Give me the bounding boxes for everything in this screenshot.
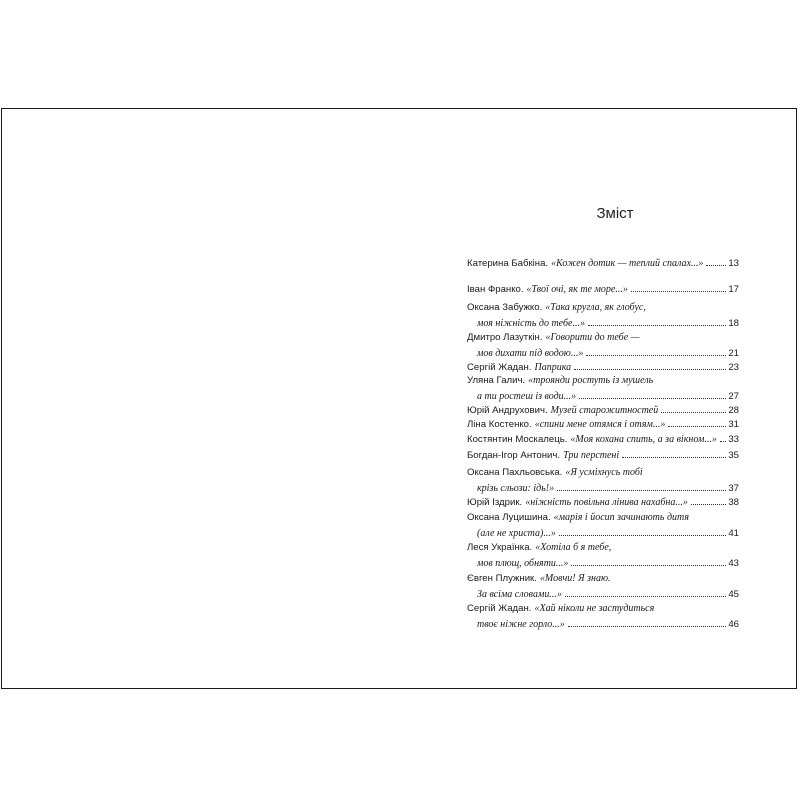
toc-poem-title: «Говорити до тебе — [545,332,640,343]
toc-poem-title: твоє ніжне горло...» [477,619,565,630]
toc-poem-title: мов дихати під водою...» [477,348,584,359]
toc-entry [467,542,739,570]
toc-poem-title: «Моя кохана спить, а за вікном...» [570,434,717,445]
toc-author: Оксана Забужко. [467,302,543,313]
leader-dots [661,412,726,413]
toc-poem-title: крізь сльози: ідь!» [477,483,555,494]
toc-page-number: 37 [728,483,739,494]
leader-dots [579,398,726,399]
toc-page-number: 23 [728,362,739,373]
toc-author: Іван Франко. [467,284,524,295]
toc-page-number: 17 [728,284,739,295]
leader-dots [706,265,726,266]
toc-poem-title: «троянди ростуть із мушель [528,375,654,386]
toc-entry [467,302,739,330]
toc-entry [467,284,739,296]
toc-entry [467,434,739,446]
toc-poem-title: (але не христа)...» [477,528,556,539]
toc-page-number: 33 [728,434,739,445]
toc-entry [467,467,739,495]
toc-page-number: 43 [728,558,739,569]
leader-dots [559,535,727,536]
toc-entry [467,362,739,374]
leader-dots [586,355,726,356]
toc-author: Сергій Жадан. [467,362,532,373]
toc-entry [467,419,739,431]
toc-page-number: 28 [728,405,739,416]
toc-poem-title: «марія і йосип зачинають дитя [553,512,690,523]
leader-dots [574,369,726,370]
toc-page-number: 46 [728,619,739,630]
toc-poem-title: «Мовчи! Я знаю. [539,573,611,584]
toc-page-number: 41 [728,528,739,539]
leader-dots [588,325,726,326]
toc-author: Оксана Луцишина. [467,512,551,523]
toc-entry [467,497,739,509]
toc-poem-title: Паприка [534,362,572,373]
toc-page-number: 45 [728,589,739,600]
toc-page-number: 21 [728,348,739,359]
toc-entry [467,573,739,601]
toc-poem-title: Три перстені [563,450,620,461]
toc-author: Дмитро Лазуткін. [467,332,543,343]
toc-page-number: 31 [728,419,739,430]
toc-author: Сергій Жадан. [467,603,532,614]
toc-author: Ліна Костенко. [467,419,532,430]
toc-poem-title: «Така кругла, як глобус, [545,302,646,313]
toc-poem-title: «Я усміхнусь тобі [565,467,643,478]
toc-entry [467,258,739,270]
toc-poem-title: Музей старожитностей [550,405,659,416]
leader-dots [668,426,726,427]
toc-entry [467,332,739,360]
toc-page-number: 27 [728,391,739,402]
toc-author: Юрій Андрухович. [467,405,548,416]
toc-author: Богдан-Ігор Антонич. [467,450,561,461]
toc-page-number: 38 [728,497,739,508]
leader-dots [568,626,727,627]
leader-dots [631,291,727,292]
toc-poem-title: мов плющ, обняти...» [477,558,569,569]
toc-entry [467,603,739,631]
leader-dots [691,504,727,505]
toc-poem-title: «спини мене отямся і отям...» [534,419,666,430]
toc-poem-title: моя ніжність до тебе...» [477,318,585,329]
toc-page-number: 13 [728,258,739,269]
toc-poem-title: За всіма словами...» [477,589,562,600]
toc-author: Катерина Бабкіна. [467,258,549,269]
toc-author: Уляна Галич. [467,375,526,386]
toc-poem-title: а ти ростеш із води...» [477,391,577,402]
toc-author: Юрій Іздрик. [467,497,523,508]
toc-entry [467,405,739,417]
leader-dots [622,457,726,458]
toc-author: Оксана Пахльовська. [467,467,563,478]
leader-dots [565,596,726,597]
toc-entry [467,375,739,403]
toc-entry [467,450,739,462]
toc-author: Леся Українка. [467,542,533,553]
toc-author: Євген Плужник. [467,573,537,584]
toc-page-number: 35 [728,450,739,461]
toc-poem-title: «Кожен дотик — теплий спалах...» [551,258,704,269]
toc-heading: Зміст [596,205,634,222]
toc-page-number: 18 [728,318,739,329]
toc-poem-title: «ніжність повільна лінива нахабна...» [525,497,688,508]
toc-poem-title: «Твої очі, як те море...» [526,284,628,295]
toc-entry [467,512,739,540]
leader-dots [571,565,726,566]
leader-dots [720,441,726,442]
left-page [2,109,399,688]
leader-dots [557,490,726,491]
toc-poem-title: «Хай ніколи не застудиться [534,603,655,614]
toc-author: Костянтин Москалець. [467,434,568,445]
toc-poem-title: «Хотіла б я тебе, [535,542,612,553]
